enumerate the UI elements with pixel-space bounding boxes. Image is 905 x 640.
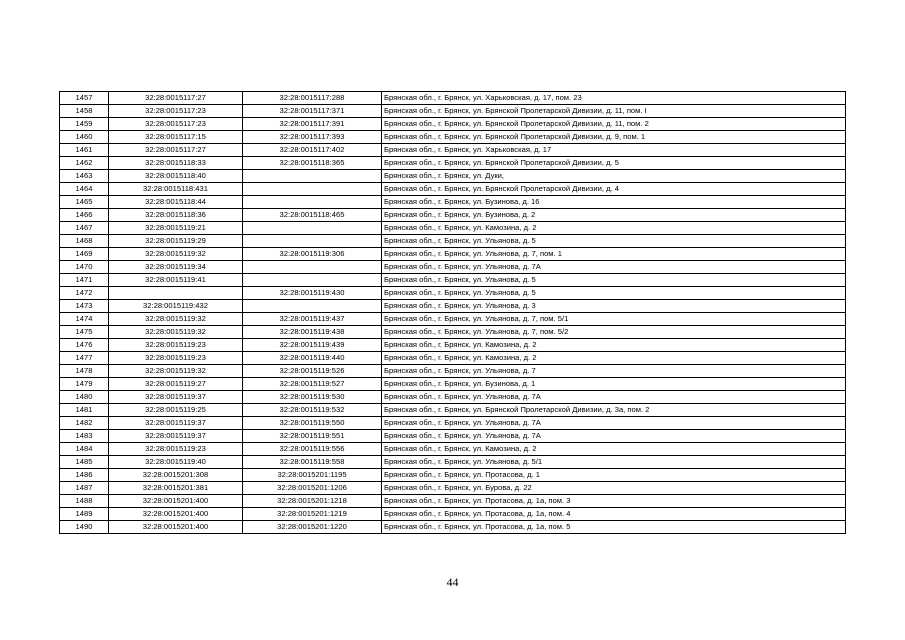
address-cell: Брянская обл., г. Брянск, ул. Ульянова, д. 7, пом. 5/2 — [382, 326, 846, 339]
table-row — [60, 365, 846, 378]
cadastral-number-parcel-cell: 32:28:0015119:27 — [109, 378, 243, 391]
cadastral-number-object-cell — [243, 196, 382, 209]
row-number-cell: 1476 — [60, 339, 109, 352]
cadastral-number-parcel-cell: 32:28:0015119:23 — [109, 339, 243, 352]
cadastral-number-parcel-cell: 32:28:0015119:25 — [109, 404, 243, 417]
cadastral-number-object-cell: 32:28:0015119:527 — [243, 378, 382, 391]
cadastral-number-parcel-cell: 32:28:0015119:23 — [109, 443, 243, 456]
cadastral-number-parcel-cell — [109, 287, 243, 300]
table-row — [60, 157, 846, 170]
table-row — [60, 404, 846, 417]
address-cell: Брянская обл., г. Брянск, ул. Камозина, д. 2 — [382, 443, 846, 456]
table-row — [60, 313, 846, 326]
row-number-cell: 1486 — [60, 469, 109, 482]
row-number-cell: 1484 — [60, 443, 109, 456]
row-number-cell: 1470 — [60, 261, 109, 274]
address-cell: Брянская обл., г. Брянск, ул. Бурова, д. 22 — [382, 482, 846, 495]
cadastral-number-parcel-cell: 32:28:0015119:40 — [109, 456, 243, 469]
cadastral-number-parcel-cell: 32:28:0015201:400 — [109, 508, 243, 521]
table-row — [60, 443, 846, 456]
row-number-cell: 1481 — [60, 404, 109, 417]
row-number-cell: 1459 — [60, 118, 109, 131]
cadastral-number-object-cell — [243, 300, 382, 313]
cadastral-number-object-cell: 32:28:0015119:532 — [243, 404, 382, 417]
page-number: 44 — [446, 575, 459, 589]
row-number-cell: 1485 — [60, 456, 109, 469]
row-number-cell: 1461 — [60, 144, 109, 157]
cadastral-number-object-cell — [243, 183, 382, 196]
row-number-cell: 1474 — [60, 313, 109, 326]
table-row — [60, 209, 846, 222]
row-number-cell: 1467 — [60, 222, 109, 235]
cadastral-number-parcel-cell: 32:28:0015118:36 — [109, 209, 243, 222]
cadastral-number-parcel-cell: 32:28:0015117:27 — [109, 144, 243, 157]
cadastral-number-parcel-cell: 32:28:0015201:400 — [109, 521, 243, 534]
table-row — [60, 391, 846, 404]
cadastral-number-object-cell: 32:28:0015117:371 — [243, 105, 382, 118]
cadastral-number-parcel-cell: 32:28:0015119:37 — [109, 417, 243, 430]
cadastral-number-object-cell: 32:28:0015119:439 — [243, 339, 382, 352]
cadastral-number-object-cell: 32:28:0015119:438 — [243, 326, 382, 339]
cadastral-number-parcel-cell: 32:28:0015201:400 — [109, 495, 243, 508]
table-row — [60, 287, 846, 300]
row-number-cell: 1472 — [60, 287, 109, 300]
row-number-cell: 1462 — [60, 157, 109, 170]
table-row — [60, 521, 846, 534]
address-cell: Брянская обл., г. Брянск, ул. Бузинова, д. 16 — [382, 196, 846, 209]
table-row — [60, 105, 846, 118]
table-row — [60, 235, 846, 248]
address-cell: Брянская обл., г. Брянск, ул. Ульянова, д. 7А — [382, 391, 846, 404]
table-row — [60, 222, 846, 235]
cadastral-number-object-cell: 32:28:0015201:1218 — [243, 495, 382, 508]
address-cell: Брянская обл., г. Брянск, ул. Ульянова, д. 7, пом. 5/1 — [382, 313, 846, 326]
cadastral-number-object-cell: 32:28:0015119:440 — [243, 352, 382, 365]
cadastral-number-object-cell: 32:28:0015119:558 — [243, 456, 382, 469]
cadastral-number-object-cell: 32:28:0015117:402 — [243, 144, 382, 157]
address-cell: Брянская обл., г. Брянск, ул. Камозина, д. 2 — [382, 352, 846, 365]
table-row — [60, 261, 846, 274]
cadastral-number-parcel-cell: 32:28:0015119:41 — [109, 274, 243, 287]
row-number-cell: 1489 — [60, 508, 109, 521]
row-number-cell: 1471 — [60, 274, 109, 287]
cadastral-number-parcel-cell: 32:28:0015118:44 — [109, 196, 243, 209]
cadastral-number-parcel-cell: 32:28:0015118:431 — [109, 183, 243, 196]
address-cell: Брянская обл., г. Брянск, ул. Ульянова, д. 5 — [382, 235, 846, 248]
table-row — [60, 469, 846, 482]
cadastral-number-parcel-cell: 32:28:0015117:27 — [109, 92, 243, 105]
cadastral-number-parcel-cell: 32:28:0015119:37 — [109, 430, 243, 443]
cadastral-number-object-cell: 32:28:0015119:306 — [243, 248, 382, 261]
cadastral-number-parcel-cell: 32:28:0015119:37 — [109, 391, 243, 404]
address-cell: Брянская обл., г. Брянск, ул. Харьковская, д. 17, пом. 23 — [382, 92, 846, 105]
cadastral-number-object-cell: 32:28:0015118:465 — [243, 209, 382, 222]
table-row — [60, 378, 846, 391]
cadastral-number-parcel-cell: 32:28:0015119:32 — [109, 313, 243, 326]
cadastral-number-parcel-cell: 32:28:0015117:15 — [109, 131, 243, 144]
address-cell: Брянская обл., г. Брянск, ул. Протасова, д. 1а, пом. 5 — [382, 521, 846, 534]
address-cell: Брянская обл., г. Брянск, ул. Брянской Пролетарской Дивизии, д. 3а, пом. 2 — [382, 404, 846, 417]
table-row — [60, 118, 846, 131]
cadastral-number-object-cell — [243, 222, 382, 235]
row-number-cell: 1473 — [60, 300, 109, 313]
table-row — [60, 196, 846, 209]
cadastral-number-object-cell: 32:28:0015119:526 — [243, 365, 382, 378]
table-row — [60, 456, 846, 469]
cadastral-number-parcel-cell: 32:28:0015119:32 — [109, 248, 243, 261]
address-cell: Брянская обл., г. Брянск, ул. Брянской Пролетарской Дивизии, д. 11, пом. 2 — [382, 118, 846, 131]
cadastral-number-object-cell: 32:28:0015119:556 — [243, 443, 382, 456]
row-number-cell: 1477 — [60, 352, 109, 365]
table-row — [60, 274, 846, 287]
cadastral-number-parcel-cell: 32:28:0015119:29 — [109, 235, 243, 248]
cadastral-number-object-cell — [243, 235, 382, 248]
cadastral-number-parcel-cell: 32:28:0015201:381 — [109, 482, 243, 495]
cadastral-number-object-cell — [243, 170, 382, 183]
cadastral-number-object-cell — [243, 261, 382, 274]
address-cell: Брянская обл., г. Брянск, ул. Ульянова, д. 7А — [382, 430, 846, 443]
row-number-cell: 1482 — [60, 417, 109, 430]
cadastral-number-parcel-cell: 32:28:0015119:23 — [109, 352, 243, 365]
address-cell: Брянская обл., г. Брянск, ул. Брянской Пролетарской Дивизии, д. 4 — [382, 183, 846, 196]
address-cell: Брянская обл., г. Брянск, ул. Брянской Пролетарской Дивизии, д. 5 — [382, 157, 846, 170]
cadastral-number-parcel-cell: 32:28:0015119:21 — [109, 222, 243, 235]
address-cell: Брянская обл., г. Брянск, ул. Брянской Пролетарской Дивизии, д. 9, пом. 1 — [382, 131, 846, 144]
cadastral-number-object-cell: 32:28:0015119:551 — [243, 430, 382, 443]
cadastral-number-object-cell: 32:28:0015117:391 — [243, 118, 382, 131]
cadastral-number-parcel-cell: 32:28:0015117:23 — [109, 118, 243, 131]
cadastral-number-object-cell: 32:28:0015201:1206 — [243, 482, 382, 495]
row-number-cell: 1490 — [60, 521, 109, 534]
cadastral-number-object-cell: 32:28:0015117:393 — [243, 131, 382, 144]
table-row — [60, 495, 846, 508]
address-cell: Брянская обл., г. Брянск, ул. Ульянова, д. 7А — [382, 261, 846, 274]
cadastral-number-parcel-cell: 32:28:0015118:40 — [109, 170, 243, 183]
table-row — [60, 131, 846, 144]
row-number-cell: 1469 — [60, 248, 109, 261]
table-row — [60, 339, 846, 352]
table-row — [60, 508, 846, 521]
address-cell: Брянская обл., г. Брянск, ул. Ульянова, д. 7 — [382, 365, 846, 378]
row-number-cell: 1479 — [60, 378, 109, 391]
row-number-cell: 1464 — [60, 183, 109, 196]
cadastral-number-object-cell: 32:28:0015119:437 — [243, 313, 382, 326]
cadastral-number-object-cell: 32:28:0015201:1195 — [243, 469, 382, 482]
table-row — [60, 248, 846, 261]
address-cell: Брянская обл., г. Брянск, ул. Бузинова, д. 1 — [382, 378, 846, 391]
row-number-cell: 1487 — [60, 482, 109, 495]
address-cell: Брянская обл., г. Брянск, ул. Камозина, д. 2 — [382, 222, 846, 235]
cadastral-number-object-cell: 32:28:0015119:550 — [243, 417, 382, 430]
address-cell: Брянская обл., г. Брянск, ул. Ульянова, д. 5 — [382, 274, 846, 287]
address-cell: Брянская обл., г. Брянск, ул. Ульянова, д. 3 — [382, 300, 846, 313]
table-row — [60, 92, 846, 105]
table-row — [60, 144, 846, 157]
cadastral-number-object-cell: 32:28:0015119:530 — [243, 391, 382, 404]
address-cell: Брянская обл., г. Брянск, ул. Дуки, — [382, 170, 846, 183]
address-cell: Брянская обл., г. Брянск, ул. Ульянова, д. 7А — [382, 417, 846, 430]
cadastral-number-parcel-cell: 32:28:0015119:32 — [109, 365, 243, 378]
address-cell: Брянская обл., г. Брянск, ул. Камозина, д. 2 — [382, 339, 846, 352]
table-row — [60, 300, 846, 313]
row-number-cell: 1457 — [60, 92, 109, 105]
cadastral-number-object-cell: 32:28:0015118:365 — [243, 157, 382, 170]
cadastral-number-object-cell: 32:28:0015201:1220 — [243, 521, 382, 534]
row-number-cell: 1478 — [60, 365, 109, 378]
cadastral-number-parcel-cell: 32:28:0015119:432 — [109, 300, 243, 313]
cadastral-number-parcel-cell: 32:28:0015201:308 — [109, 469, 243, 482]
address-cell: Брянская обл., г. Брянск, ул. Протасова, д. 1а, пом. 4 — [382, 508, 846, 521]
row-number-cell: 1458 — [60, 105, 109, 118]
table-row — [60, 183, 846, 196]
cadastral-number-object-cell: 32:28:0015117:288 — [243, 92, 382, 105]
cadastral-number-parcel-cell: 32:28:0015119:34 — [109, 261, 243, 274]
table-row — [60, 326, 846, 339]
table-row — [60, 482, 846, 495]
row-number-cell: 1468 — [60, 235, 109, 248]
address-cell: Брянская обл., г. Брянск, ул. Ульянова, д. 5 — [382, 287, 846, 300]
row-number-cell: 1463 — [60, 170, 109, 183]
table-row — [60, 170, 846, 183]
cadastral-number-object-cell: 32:28:0015201:1219 — [243, 508, 382, 521]
cadastral-number-parcel-cell: 32:28:0015118:33 — [109, 157, 243, 170]
address-cell: Брянская обл., г. Брянск, ул. Бузинова, д. 2 — [382, 209, 846, 222]
cadastral-number-object-cell — [243, 274, 382, 287]
address-cell: Брянская обл., г. Брянск, ул. Ульянова, д. 7, пом. 1 — [382, 248, 846, 261]
table-body — [60, 92, 846, 534]
address-cell: Брянская обл., г. Брянск, ул. Брянской Пролетарской Дивизии, д. 11, пом. I — [382, 105, 846, 118]
cadastral-number-parcel-cell: 32:28:0015119:32 — [109, 326, 243, 339]
table-row — [60, 430, 846, 443]
row-number-cell: 1480 — [60, 391, 109, 404]
address-cell: Брянская обл., г. Брянск, ул. Ульянова, д. 5/1 — [382, 456, 846, 469]
address-cell: Брянская обл., г. Брянск, ул. Харьковская, д. 17 — [382, 144, 846, 157]
cadastral-number-object-cell: 32:28:0015119:430 — [243, 287, 382, 300]
row-number-cell: 1475 — [60, 326, 109, 339]
row-number-cell: 1460 — [60, 131, 109, 144]
address-cell: Брянская обл., г. Брянск, ул. Протасова, д. 1а, пом. 3 — [382, 495, 846, 508]
row-number-cell: 1488 — [60, 495, 109, 508]
row-number-cell: 1483 — [60, 430, 109, 443]
table-row — [60, 417, 846, 430]
property-table — [59, 91, 846, 534]
row-number-cell: 1465 — [60, 196, 109, 209]
address-cell: Брянская обл., г. Брянск, ул. Протасова, д. 1 — [382, 469, 846, 482]
table-row — [60, 352, 846, 365]
cadastral-number-parcel-cell: 32:28:0015117:23 — [109, 105, 243, 118]
row-number-cell: 1466 — [60, 209, 109, 222]
